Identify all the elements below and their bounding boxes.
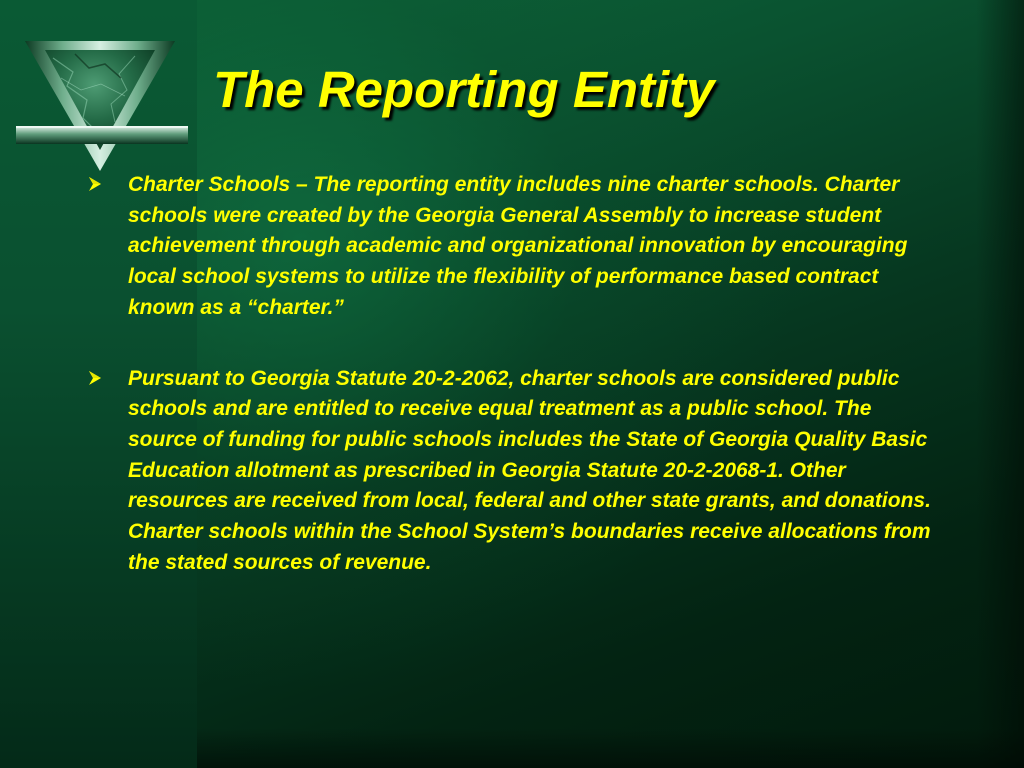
right-shadow-edge (976, 0, 1024, 768)
slide-title: The Reporting Entity (213, 61, 715, 118)
bullet-item-georgia-statute (88, 364, 938, 579)
bullet-list (88, 170, 938, 618)
bottom-shadow-edge (197, 728, 1024, 768)
bullet-item-charter-schools (88, 170, 938, 324)
arrowhead-bullet-icon (88, 370, 102, 386)
arrowhead-bullet-icon (88, 176, 102, 192)
bullet-text: Pursuant to Georgia Statute 20-2-2062, charter schools are considered public schools and are entitled to receive equal treatment as a public school. The source of funding for public schools includes the State of Georgia Quality Basic Education allotment as prescribed in Georgia Statute 20-2-2068-1. Other resources are received from local, federal and other state grants, and donations. Charter schools within the School System’s boundaries receive allocations from the stated sources of revenue. (128, 366, 931, 574)
bullet-text: Charter Schools – The reporting entity includes nine charter schools. Charter schools were created by the Georgia General Assembly to increase student achievement through academic and organizational innovation by encouraging local school systems to utilize the flexibility of performance based contract known as a “charter.” (128, 173, 908, 319)
green-marble-triangle-icon (15, 38, 190, 178)
